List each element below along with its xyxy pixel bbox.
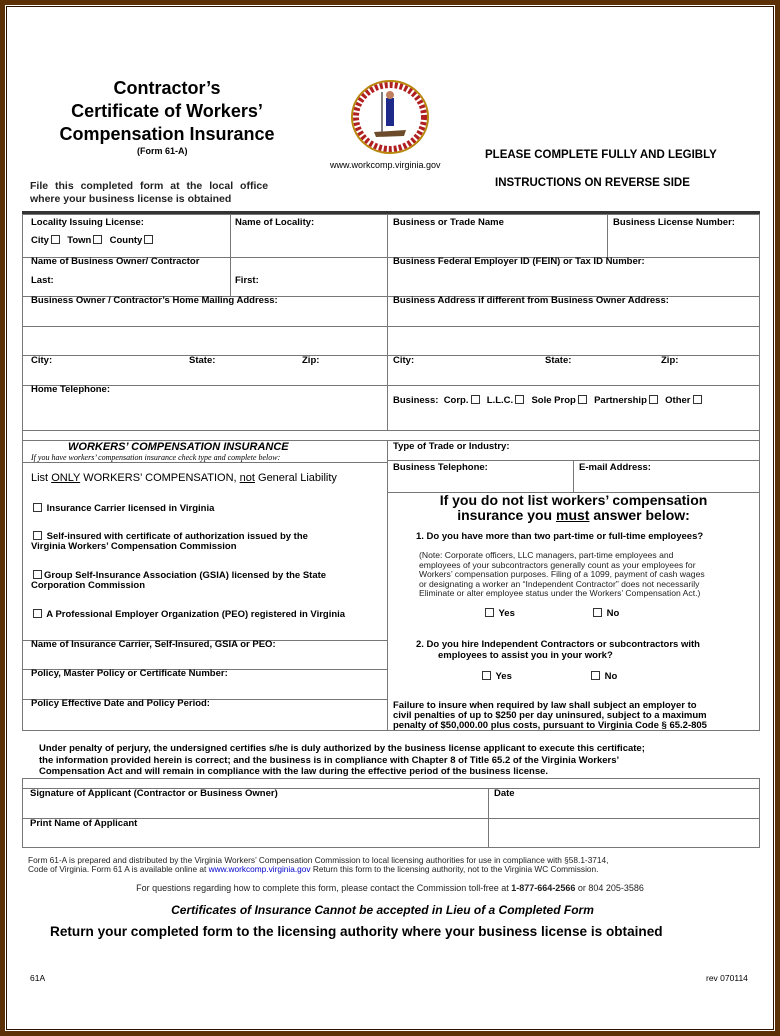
text: For questions regarding how to complete this form, please contact the Commission toll-free at — [136, 883, 512, 893]
wc-type-options — [22, 462, 388, 641]
carrier-name-field[interactable] — [22, 640, 388, 670]
label: Locality Issuing License: — [31, 217, 144, 228]
home-telephone-field[interactable] — [22, 385, 388, 431]
label: Name of Insurance Carrier, Self-Insured, GSIA or PEO: — [31, 639, 276, 650]
business-address-field[interactable] — [387, 296, 760, 327]
website-text: www.workcomp.virginia.gov — [330, 160, 441, 170]
print-name-blank[interactable] — [488, 818, 760, 848]
label: Print Name of Applicant — [30, 818, 138, 829]
trade-name-field[interactable] — [387, 214, 608, 258]
checkbox[interactable] — [33, 570, 42, 579]
label: City: — [393, 355, 415, 366]
contact-info — [0, 883, 780, 893]
label: Date — [494, 788, 515, 799]
signature-field[interactable] — [22, 788, 489, 819]
label: Partnership — [594, 395, 647, 406]
questions-panel — [387, 492, 760, 731]
label: Self-insured with certificate of authorization issued by the — [46, 531, 308, 542]
label: Name of Locality: — [235, 217, 315, 228]
question-line: employees to assist you in your work? — [438, 650, 613, 661]
heading-line: If you do not list workers’ compensation — [439, 492, 708, 508]
penalty-line: penalty of $50,000.00 plus costs, pursuant to Virginia Code § 65.2-805 — [393, 720, 707, 731]
label: Business Telephone: — [393, 462, 488, 473]
penalty-line: civil penalties of up to $250 per day uninsured, subject to a maximum — [393, 710, 707, 721]
email-field[interactable] — [573, 460, 760, 493]
checkbox[interactable] — [33, 503, 42, 512]
llc-checkbox[interactable] — [515, 395, 524, 404]
option-peo[interactable] — [31, 609, 345, 620]
footer-note — [28, 856, 608, 874]
home-address-field[interactable] — [22, 296, 388, 327]
label: First: — [235, 275, 259, 286]
business-type-field — [387, 385, 760, 431]
virginia-seal-logo — [350, 80, 430, 154]
label: Business: — [393, 395, 439, 406]
label: State: — [545, 355, 572, 366]
label: Business or Trade Name — [393, 217, 504, 228]
wc-subheading: If you have workers’ compensation insurance check type and complete below: — [31, 453, 281, 462]
label: Zip: — [302, 355, 320, 366]
label: Insurance Carrier licensed in Virginia — [46, 503, 215, 514]
town-checkbox[interactable] — [93, 235, 102, 244]
text: Code of Virginia. Form 61 A is available online at — [28, 864, 209, 874]
note-line: employees of your subcontractors generally count as your employees for — [419, 559, 696, 570]
title-line: Certificate of Workers’ — [71, 101, 263, 121]
label: City: — [31, 355, 53, 366]
title-line: Compensation Insurance — [59, 124, 275, 144]
notice-complete: PLEASE COMPLETE FULLY AND LEGIBLY — [485, 149, 717, 161]
label: Business Owner / Contractor’s Home Mailing Address: — [31, 295, 278, 306]
owner-first-name-field[interactable] — [230, 257, 388, 297]
label: L.L.C. — [486, 395, 514, 406]
label: Name of Business Owner/ Contractor — [31, 256, 200, 267]
owner-last-name-field[interactable] — [22, 257, 231, 297]
certify-line: Compensation Act and will remain in compliance with the law during the effective period of the business license. — [39, 766, 549, 777]
list-only-instruction — [31, 472, 337, 484]
license-number-field[interactable] — [607, 214, 760, 258]
business-telephone-field[interactable] — [387, 460, 574, 493]
home-address-line2-field[interactable] — [22, 326, 388, 356]
questions-heading — [388, 493, 759, 523]
locality-type-checkboxes — [31, 235, 155, 246]
partnership-checkbox[interactable] — [649, 395, 658, 404]
q1-no-option[interactable] — [591, 608, 619, 619]
question-line: 2. Do you hire Independent Contractors or subcontractors with — [416, 639, 700, 650]
label: City — [31, 235, 49, 246]
label: Type of Trade or Industry: — [393, 441, 510, 452]
file-instruction-line: where your business license is obtained — [30, 193, 232, 205]
wc-header — [22, 440, 388, 463]
notice-instructions: INSTRUCTIONS ON REVERSE SIDE — [495, 177, 690, 189]
q2-yes-option[interactable] — [480, 671, 512, 682]
label: Yes — [498, 608, 515, 619]
label: Group Self-Insurance Association (GSIA) licensed by the State — [44, 570, 327, 581]
fein-field[interactable] — [387, 257, 760, 297]
q2-no-option[interactable] — [589, 671, 617, 682]
label: County — [109, 235, 143, 246]
label: A Professional Employer Organization (PEO) registered in Virginia — [46, 609, 346, 620]
text: must — [556, 507, 590, 523]
penalty-notice — [393, 701, 707, 731]
text: WORKERS’ COMPENSATION, — [80, 472, 240, 484]
label: E-mail Address: — [579, 462, 651, 473]
text: Return this form to the licensing authority, not to the Virginia WC Commission. — [310, 864, 599, 874]
label: Policy, Master Policy or Certificate Number: — [31, 668, 228, 679]
sole-prop-checkbox[interactable] — [578, 395, 587, 404]
label: Corp. — [443, 395, 469, 406]
note-line: or designating a worker an “Independent Contractor” does not necessarily — [419, 578, 700, 589]
option-self-insured[interactable] — [31, 531, 308, 552]
text: ONLY — [51, 472, 81, 484]
label: Signature of Applicant (Contractor or Business Owner) — [30, 788, 278, 799]
option-gsia[interactable] — [31, 570, 326, 591]
checkbox[interactable] — [33, 531, 42, 540]
other-checkbox[interactable] — [693, 395, 702, 404]
question-2 — [416, 639, 700, 661]
name-of-locality-field[interactable] — [230, 214, 388, 258]
text: answer below: — [589, 507, 690, 523]
note-line: Eliminate or alter employee status under the Workers’ Compensation Act.) — [419, 588, 701, 598]
label: Last: — [31, 275, 54, 286]
label: Business License Number: — [613, 217, 735, 228]
label: Sole Prop — [531, 395, 576, 406]
print-name-field[interactable] — [22, 818, 489, 848]
option-insurance-carrier[interactable] — [31, 503, 214, 514]
penalty-line: Failure to insure when required by law shall subject an employer to — [393, 700, 697, 711]
certificates-notice: Certificates of Insurance Cannot be accepted in Lieu of a Completed Form — [171, 903, 594, 917]
locality-issuing-field[interactable] — [22, 214, 231, 258]
file-instruction-line: File this completed form at the local office — [30, 180, 269, 192]
note-line: Workers’ compensation purposes. Filing of a 1099, payment of cash wages — [419, 569, 705, 579]
trade-industry-field[interactable] — [387, 440, 760, 461]
label: No — [604, 671, 618, 682]
form-number: (Form 61-A) — [137, 146, 188, 156]
label: No — [606, 608, 620, 619]
text: insurance you — [457, 507, 556, 523]
policy-date-field[interactable] — [22, 699, 388, 731]
checkbox[interactable] — [593, 608, 602, 617]
text: not — [239, 472, 255, 484]
website-link[interactable]: www.workcomp.virginia.gov — [208, 864, 311, 874]
label: State: — [189, 355, 216, 366]
certify-line: Under penalty of perjury, the undersigned certifies s/he is duly authorized by the business license applicant to execute this certificate; — [39, 743, 645, 754]
form-id: 61A — [30, 973, 46, 983]
label: Home Telephone: — [31, 384, 110, 395]
file-instruction — [30, 180, 268, 206]
checkbox[interactable] — [33, 609, 42, 618]
business-city-state-zip-field[interactable] — [387, 355, 760, 386]
text: List — [31, 472, 52, 484]
county-checkbox[interactable] — [144, 235, 153, 244]
certify-line: the information provided herein is correct; and the business is in compliance with Chapter 8 of Title 65.2 of the Virginia Workers’ — [39, 754, 620, 766]
checkbox[interactable] — [482, 671, 491, 680]
certification-statement — [39, 743, 645, 778]
label: Yes — [495, 671, 512, 682]
label: Other — [665, 395, 691, 406]
footer-line — [28, 865, 608, 874]
form-title — [17, 77, 317, 146]
heading-line — [388, 508, 759, 523]
label: Business Federal Employer ID (FEIN) or Tax ID Number: — [393, 256, 645, 267]
text: General Liability — [254, 472, 337, 484]
label: Policy Effective Date and Policy Period: — [31, 698, 210, 709]
employee-note — [419, 551, 705, 599]
footer-line: Form 61-A is prepared and distributed by the Virginia Workers’ Compensation Commission to local licensing authorities for use in compliance with §58.1-3714, — [28, 855, 609, 865]
return-instruction: Return your completed form to the licensing authority where your business license is obtained — [50, 924, 663, 939]
label: Corporation Commission — [31, 580, 146, 591]
question-1: 1. Do you have more than two part-time or full-time employees? — [416, 531, 704, 542]
label: Town — [67, 235, 92, 246]
date-field[interactable] — [488, 788, 760, 819]
title-line: Contractor’s — [113, 78, 221, 98]
text: or 804 205-3586 — [575, 883, 644, 893]
business-type-checkboxes — [393, 395, 704, 406]
home-city-state-zip-field[interactable] — [22, 355, 388, 386]
label: Zip: — [661, 355, 679, 366]
note-line: (Note: Corporate officers, LLC managers, part-time employees and — [419, 550, 674, 560]
toll-free-phone: 1-877-664-2566 — [511, 883, 576, 893]
business-address-line2-field[interactable] — [387, 326, 760, 356]
checkbox[interactable] — [485, 608, 494, 617]
revision: rev 070114 — [706, 973, 748, 983]
q1-yes-option[interactable] — [483, 608, 515, 619]
label: Business Address if different from Business Owner Address: — [393, 295, 669, 306]
city-checkbox[interactable] — [51, 235, 60, 244]
corp-checkbox[interactable] — [471, 395, 480, 404]
checkbox[interactable] — [591, 671, 600, 680]
label: Virginia Workers’ Compensation Commission — [31, 541, 237, 552]
policy-number-field[interactable] — [22, 669, 388, 700]
wc-heading: WORKERS’ COMPENSATION INSURANCE — [68, 441, 289, 453]
